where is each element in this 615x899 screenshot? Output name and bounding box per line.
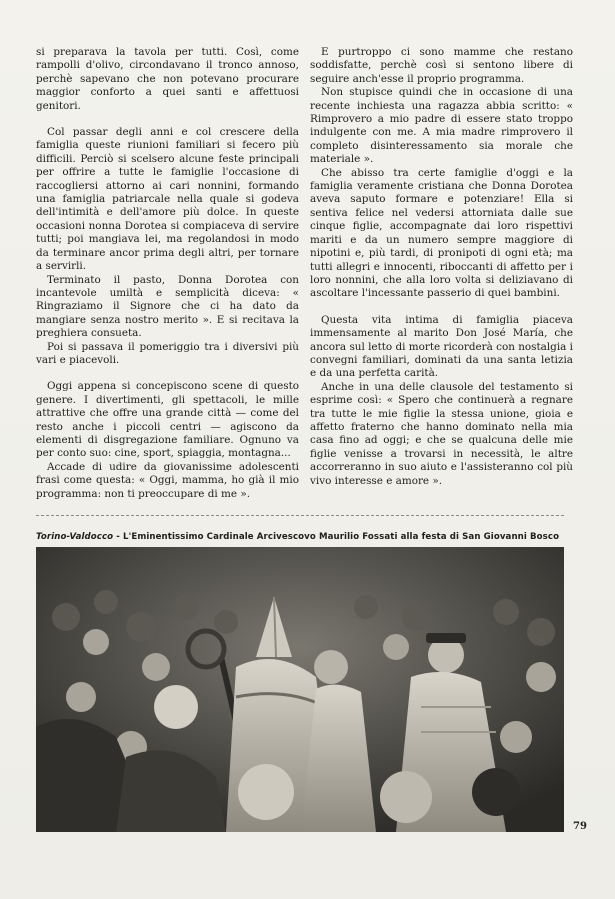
paragraph: Accade di udire da giovanissime adolescenti frasi come questa: « Oggi, mamma, ho già il mio programma: non ti preoccupare di me ». [36, 460, 299, 500]
paragraph: Oggi appena si concepiscono scene di questo genere. I divertimenti, gli spettacoli, le mille attrattive che offre una grande città — come del resto anche i piccoli centri — agiscono da elementi di disgregazione familiare. Ognuno va per conto suo: cine, sport, spiaggia, montagna... [36, 380, 299, 460]
paragraph: si preparava la tavola per tutti. Così, come rampolli d'olivo, circondavano il tronco annoso, perchè sapevano che non potevano procurare maggior conforto a quei santi e affettuosi genitori. [36, 46, 299, 112]
paragraph: Anche in una delle clausole del testamento si esprime così: « Spero che continuerà a regnare tra tutte le mie figlie la stessa unione, gioia e affetto fraterno che hanno dominato nella mia casa fino ad oggi; e che se qualcuna delle mie figlie venisse a trovarsi in necessità, le altre accorreranno in suo aiuto e l'assisteranno col più vivo interesse e amore ». [310, 380, 573, 487]
right-text-column [310, 46, 573, 488]
photo-illustration [36, 547, 564, 832]
paragraph: Non stupisce quindi che in occasione di una recente inchiesta una ragazza abbia scritto: « Rimprovero a mio padre di essere stato troppo indulgente con me. A mia madre rimprovero il completo disinteressamento sia morale che materiale ». [310, 86, 573, 166]
photograph-cardinal-festa [36, 547, 564, 832]
caption-text: - L'Eminentissimo Cardinale Arcivescovo Maurilio Fossati alla festa di San Giovanni Bosco [113, 532, 560, 542]
caption-place: Torino-Valdocco [36, 532, 114, 542]
paragraph: Terminato il pasto, Donna Dorotea con incantevole umiltà e semplicità diceva: « Ringraziamo il Signore che ci ha dato da mangiare senza nostro merito ». E si recitava la preghiera consueta. [36, 273, 299, 340]
paragraph: Che abisso tra certe famiglie d'oggi e la famiglia veramente cristiana che Donna Dorotea aveva saputo formare e potenziare! Ella si sentiva felice nel vedersi attorniata dalle sue cinque figlie, accompagnate dai loro rispettivi mariti e da un numero sempre maggiore di nipotini e, più tardi, di pronipoti di ogni età; ma tutti allegri e innocenti, riboccanti di affetto per i loro nonnini, che alla loro volta si deliziavano di ascoltare l'incessante passerio di quei bambini. [310, 166, 573, 300]
paragraph: E purtroppo ci sono mamme che restano soddisfatte, perchè così si sentono libere di seguire anch'esse il proprio programma. [310, 46, 573, 85]
paragraph: Col passar degli anni e col crescere della famiglia queste riunioni familiari si fecero più difficili. Perciò si scelsero alcune feste principali per offrire a tutte le famiglie l'occasione di raccogliersi attorno ai cari nonnini, formando una famiglia patriarcale nella quale si godeva dell'intimità e dell'amore più dolce. In queste occasioni nonna Dorotea si compiaceva di servire tutti; poi mangiava lei, ma regolandosi in modo da terminare ancor prima degli altri, per tornare a servirli. [36, 126, 299, 273]
section-divider [36, 515, 564, 516]
paragraph: Poi si passava il pomeriggio tra i diversivi più vari e piacevoli. [36, 340, 299, 366]
page-number: 79 [573, 821, 587, 832]
paragraph: Questa vita intima di famiglia piaceva immensamente al marito Don José María, che ancora sul letto di morte ricorderà con nostalgia i convegni familiari, dominati da una santa letizia e da una perfetta carità. [310, 313, 573, 380]
left-text-column [36, 46, 299, 501]
photo-caption [36, 532, 564, 542]
